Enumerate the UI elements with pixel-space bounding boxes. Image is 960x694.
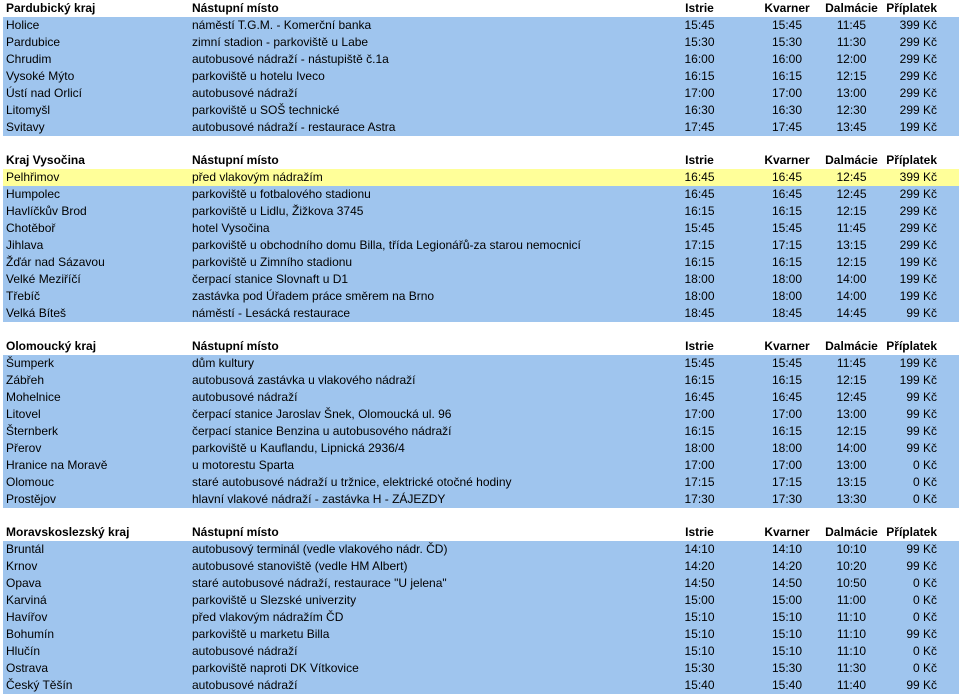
boarding-place: autobusové stanoviště (vedle HM Albert) bbox=[189, 558, 642, 575]
time-kvarner: 14:10 bbox=[757, 541, 817, 558]
time-kvarner: 16:15 bbox=[757, 372, 817, 389]
section-spacer bbox=[3, 322, 959, 338]
time-istrie: 16:45 bbox=[642, 186, 757, 203]
time-dalmacie: 11:10 bbox=[817, 626, 886, 643]
time-kvarner: 15:30 bbox=[757, 660, 817, 677]
boarding-place: autobusové nádraží bbox=[189, 677, 642, 694]
region-header: Kraj Vysočina bbox=[3, 152, 189, 169]
boarding-place: parkoviště u Kauflandu, Lipnická 2936/4 bbox=[189, 440, 642, 457]
table-row bbox=[3, 406, 959, 423]
time-kvarner: 15:00 bbox=[757, 592, 817, 609]
column-header-priplatek: Příplatek bbox=[886, 524, 959, 541]
boarding-place: parkoviště u fotbalového stadionu bbox=[189, 186, 642, 203]
table-row bbox=[3, 677, 959, 694]
time-kvarner: 16:00 bbox=[757, 51, 817, 68]
boarding-place: čerpací stanice Benzina u autobusového nádraží bbox=[189, 423, 642, 440]
region-name: Ostrava bbox=[3, 660, 189, 677]
surcharge: 299 Kč bbox=[886, 220, 959, 237]
time-dalmacie: 12:15 bbox=[817, 254, 886, 271]
column-header-priplatek: Příplatek bbox=[886, 0, 959, 17]
region-name: Hranice na Moravě bbox=[3, 457, 189, 474]
time-istrie: 15:45 bbox=[642, 17, 757, 34]
table-row bbox=[3, 592, 959, 609]
time-istrie: 18:45 bbox=[642, 305, 757, 322]
boarding-place: autobusové nádraží bbox=[189, 643, 642, 660]
time-kvarner: 15:45 bbox=[757, 220, 817, 237]
surcharge: 0 Kč bbox=[886, 643, 959, 660]
boarding-place: staré autobusové nádraží, restaurace "U jelena" bbox=[189, 575, 642, 592]
time-istrie: 17:00 bbox=[642, 457, 757, 474]
time-dalmacie: 11:30 bbox=[817, 660, 886, 677]
surcharge: 0 Kč bbox=[886, 660, 959, 677]
time-dalmacie: 12:45 bbox=[817, 169, 886, 186]
table-row bbox=[3, 271, 959, 288]
column-header-priplatek: Příplatek bbox=[886, 152, 959, 169]
time-istrie: 15:00 bbox=[642, 592, 757, 609]
table-row bbox=[3, 457, 959, 474]
surcharge: 199 Kč bbox=[886, 372, 959, 389]
time-istrie: 16:15 bbox=[642, 254, 757, 271]
region-header: Pardubický kraj bbox=[3, 0, 189, 17]
table-row bbox=[3, 643, 959, 660]
time-istrie: 17:15 bbox=[642, 237, 757, 254]
region-name: Velké Meziříčí bbox=[3, 271, 189, 288]
time-kvarner: 15:30 bbox=[757, 34, 817, 51]
departure-table-body bbox=[3, 0, 959, 694]
region-name: Krnov bbox=[3, 558, 189, 575]
region-name: Karviná bbox=[3, 592, 189, 609]
table-row bbox=[3, 491, 959, 508]
time-dalmacie: 11:10 bbox=[817, 609, 886, 626]
time-istrie: 16:15 bbox=[642, 68, 757, 85]
region-name: Hlučín bbox=[3, 643, 189, 660]
column-header-istrie: Istrie bbox=[642, 524, 757, 541]
region-name: Olomouc bbox=[3, 474, 189, 491]
table-row bbox=[3, 558, 959, 575]
spacer-cell bbox=[3, 136, 959, 152]
time-kvarner: 18:00 bbox=[757, 271, 817, 288]
time-istrie: 15:10 bbox=[642, 609, 757, 626]
time-kvarner: 16:15 bbox=[757, 68, 817, 85]
region-name: Mohelnice bbox=[3, 389, 189, 406]
time-istrie: 15:30 bbox=[642, 660, 757, 677]
boarding-place: zimní stadion - parkoviště u Labe bbox=[189, 34, 642, 51]
table-row bbox=[3, 474, 959, 491]
time-dalmacie: 11:45 bbox=[817, 17, 886, 34]
time-istrie: 15:10 bbox=[642, 643, 757, 660]
time-istrie: 17:00 bbox=[642, 85, 757, 102]
table-row bbox=[3, 68, 959, 85]
section-spacer bbox=[3, 508, 959, 524]
surcharge: 299 Kč bbox=[886, 203, 959, 220]
region-header: Olomoucký kraj bbox=[3, 338, 189, 355]
time-kvarner: 16:45 bbox=[757, 169, 817, 186]
time-kvarner: 15:40 bbox=[757, 677, 817, 694]
time-kvarner: 16:15 bbox=[757, 254, 817, 271]
boarding-place: hlavní vlakové nádraží - zastávka H - ZÁJEZDY bbox=[189, 491, 642, 508]
time-kvarner: 15:10 bbox=[757, 609, 817, 626]
time-istrie: 15:45 bbox=[642, 355, 757, 372]
boarding-place: autobusové nádraží bbox=[189, 85, 642, 102]
time-dalmacie: 10:20 bbox=[817, 558, 886, 575]
region-name: Havlíčkův Brod bbox=[3, 203, 189, 220]
time-kvarner: 16:45 bbox=[757, 389, 817, 406]
region-header: Moravskoslezský kraj bbox=[3, 524, 189, 541]
surcharge: 399 Kč bbox=[886, 169, 959, 186]
column-header-dalmacie: Dalmácie bbox=[817, 152, 886, 169]
boarding-place: autobusové nádraží bbox=[189, 389, 642, 406]
table-row bbox=[3, 220, 959, 237]
region-name: Žďár nad Sázavou bbox=[3, 254, 189, 271]
region-name: Humpolec bbox=[3, 186, 189, 203]
table-row bbox=[3, 660, 959, 677]
boarding-place: parkoviště u Zimního stadionu bbox=[189, 254, 642, 271]
region-name: Litomyšl bbox=[3, 102, 189, 119]
table-row bbox=[3, 203, 959, 220]
surcharge: 99 Kč bbox=[886, 305, 959, 322]
boarding-place: čerpací stanice Jaroslav Šnek, Olomoucká ul. 96 bbox=[189, 406, 642, 423]
time-dalmacie: 13:15 bbox=[817, 237, 886, 254]
surcharge: 299 Kč bbox=[886, 68, 959, 85]
time-istrie: 16:15 bbox=[642, 423, 757, 440]
boarding-place: autobusový terminál (vedle vlakového nádr. ČD) bbox=[189, 541, 642, 558]
region-name: Přerov bbox=[3, 440, 189, 457]
time-kvarner: 17:00 bbox=[757, 457, 817, 474]
table-row bbox=[3, 254, 959, 271]
time-kvarner: 16:30 bbox=[757, 102, 817, 119]
time-kvarner: 15:45 bbox=[757, 355, 817, 372]
table-row bbox=[3, 169, 959, 186]
region-name: Ústí nad Orlicí bbox=[3, 85, 189, 102]
time-kvarner: 18:00 bbox=[757, 288, 817, 305]
surcharge: 99 Kč bbox=[886, 389, 959, 406]
table-row bbox=[3, 372, 959, 389]
time-dalmacie: 12:30 bbox=[817, 102, 886, 119]
region-name: Jihlava bbox=[3, 237, 189, 254]
time-istrie: 15:10 bbox=[642, 626, 757, 643]
time-istrie: 14:50 bbox=[642, 575, 757, 592]
time-istrie: 14:20 bbox=[642, 558, 757, 575]
column-header-dalmacie: Dalmácie bbox=[817, 338, 886, 355]
time-dalmacie: 13:45 bbox=[817, 119, 886, 136]
surcharge: 199 Kč bbox=[886, 271, 959, 288]
time-istrie: 16:15 bbox=[642, 372, 757, 389]
table-row bbox=[3, 626, 959, 643]
column-header-place: Nástupní místo bbox=[189, 524, 642, 541]
region-name: Holice bbox=[3, 17, 189, 34]
time-dalmacie: 10:50 bbox=[817, 575, 886, 592]
region-name: Opava bbox=[3, 575, 189, 592]
boarding-place: parkoviště u hotelu Iveco bbox=[189, 68, 642, 85]
boarding-place: před vlakovým nádražím ČD bbox=[189, 609, 642, 626]
region-name: Zábřeh bbox=[3, 372, 189, 389]
time-kvarner: 17:30 bbox=[757, 491, 817, 508]
time-dalmacie: 12:00 bbox=[817, 51, 886, 68]
region-name: Bohumín bbox=[3, 626, 189, 643]
boarding-place: autobusové nádraží - nástupiště č.1a bbox=[189, 51, 642, 68]
time-kvarner: 15:10 bbox=[757, 643, 817, 660]
boarding-place: parkoviště u Slezské univerzity bbox=[189, 592, 642, 609]
table-row bbox=[3, 34, 959, 51]
region-name: Havířov bbox=[3, 609, 189, 626]
region-name: Pardubice bbox=[3, 34, 189, 51]
time-dalmacie: 11:30 bbox=[817, 34, 886, 51]
time-istrie: 14:10 bbox=[642, 541, 757, 558]
region-name: Chrudim bbox=[3, 51, 189, 68]
column-header-place: Nástupní místo bbox=[189, 0, 642, 17]
time-istrie: 18:00 bbox=[642, 440, 757, 457]
time-kvarner: 15:10 bbox=[757, 626, 817, 643]
time-dalmacie: 12:45 bbox=[817, 389, 886, 406]
surcharge: 199 Kč bbox=[886, 355, 959, 372]
time-dalmacie: 12:15 bbox=[817, 372, 886, 389]
time-istrie: 15:40 bbox=[642, 677, 757, 694]
table-row bbox=[3, 119, 959, 136]
time-dalmacie: 11:45 bbox=[817, 355, 886, 372]
region-name: Prostějov bbox=[3, 491, 189, 508]
spacer-cell bbox=[3, 322, 959, 338]
time-kvarner: 17:15 bbox=[757, 237, 817, 254]
column-header-kvarner: Kvarner bbox=[757, 524, 817, 541]
time-dalmacie: 12:15 bbox=[817, 423, 886, 440]
surcharge: 299 Kč bbox=[886, 102, 959, 119]
boarding-place: dům kultury bbox=[189, 355, 642, 372]
time-dalmacie: 11:45 bbox=[817, 220, 886, 237]
table-row bbox=[3, 186, 959, 203]
region-name: Šternberk bbox=[3, 423, 189, 440]
section-header-row bbox=[3, 0, 959, 17]
surcharge: 299 Kč bbox=[886, 34, 959, 51]
surcharge: 0 Kč bbox=[886, 491, 959, 508]
spacer-cell bbox=[3, 508, 959, 524]
boarding-place: parkoviště naproti DK Vítkovice bbox=[189, 660, 642, 677]
time-kvarner: 17:00 bbox=[757, 406, 817, 423]
region-name: Bruntál bbox=[3, 541, 189, 558]
region-name: Třebíč bbox=[3, 288, 189, 305]
time-istrie: 16:30 bbox=[642, 102, 757, 119]
section-header-row bbox=[3, 524, 959, 541]
surcharge: 99 Kč bbox=[886, 677, 959, 694]
time-kvarner: 18:00 bbox=[757, 440, 817, 457]
table-row bbox=[3, 575, 959, 592]
time-istrie: 17:00 bbox=[642, 406, 757, 423]
surcharge: 299 Kč bbox=[886, 85, 959, 102]
time-istrie: 16:00 bbox=[642, 51, 757, 68]
section-header-row bbox=[3, 152, 959, 169]
column-header-kvarner: Kvarner bbox=[757, 338, 817, 355]
table-row bbox=[3, 288, 959, 305]
column-header-kvarner: Kvarner bbox=[757, 0, 817, 17]
time-kvarner: 16:15 bbox=[757, 203, 817, 220]
time-istrie: 16:45 bbox=[642, 389, 757, 406]
boarding-place: u motorestu Sparta bbox=[189, 457, 642, 474]
time-dalmacie: 12:45 bbox=[817, 186, 886, 203]
boarding-place: parkoviště u marketu Billa bbox=[189, 626, 642, 643]
time-kvarner: 17:15 bbox=[757, 474, 817, 491]
surcharge: 0 Kč bbox=[886, 609, 959, 626]
time-istrie: 17:30 bbox=[642, 491, 757, 508]
section-spacer bbox=[3, 136, 959, 152]
time-dalmacie: 13:30 bbox=[817, 491, 886, 508]
surcharge: 399 Kč bbox=[886, 17, 959, 34]
time-kvarner: 16:45 bbox=[757, 186, 817, 203]
region-name: Pelhřimov bbox=[3, 169, 189, 186]
table-row bbox=[3, 423, 959, 440]
table-row bbox=[3, 355, 959, 372]
time-istrie: 15:30 bbox=[642, 34, 757, 51]
time-dalmacie: 11:40 bbox=[817, 677, 886, 694]
surcharge: 299 Kč bbox=[886, 51, 959, 68]
column-header-istrie: Istrie bbox=[642, 152, 757, 169]
time-dalmacie: 14:45 bbox=[817, 305, 886, 322]
table-row bbox=[3, 389, 959, 406]
column-header-dalmacie: Dalmácie bbox=[817, 0, 886, 17]
boarding-place: staré autobusové nádraží u tržnice, elektrické otočné hodiny bbox=[189, 474, 642, 491]
time-istrie: 16:45 bbox=[642, 169, 757, 186]
time-dalmacie: 13:15 bbox=[817, 474, 886, 491]
time-dalmacie: 10:10 bbox=[817, 541, 886, 558]
surcharge: 0 Kč bbox=[886, 575, 959, 592]
surcharge: 99 Kč bbox=[886, 626, 959, 643]
time-istrie: 17:15 bbox=[642, 474, 757, 491]
table-row bbox=[3, 85, 959, 102]
surcharge: 299 Kč bbox=[886, 186, 959, 203]
region-name: Vysoké Mýto bbox=[3, 68, 189, 85]
boarding-place: autobusové nádraží - restaurace Astra bbox=[189, 119, 642, 136]
time-dalmacie: 14:00 bbox=[817, 440, 886, 457]
section-header-row bbox=[3, 338, 959, 355]
surcharge: 199 Kč bbox=[886, 288, 959, 305]
time-dalmacie: 13:00 bbox=[817, 406, 886, 423]
boarding-place: náměstí T.G.M. - Komerční banka bbox=[189, 17, 642, 34]
table-row bbox=[3, 305, 959, 322]
time-kvarner: 14:50 bbox=[757, 575, 817, 592]
surcharge: 0 Kč bbox=[886, 592, 959, 609]
time-kvarner: 14:20 bbox=[757, 558, 817, 575]
column-header-istrie: Istrie bbox=[642, 338, 757, 355]
surcharge: 99 Kč bbox=[886, 406, 959, 423]
boarding-place: hotel Vysočina bbox=[189, 220, 642, 237]
surcharge: 199 Kč bbox=[886, 254, 959, 271]
time-istrie: 15:45 bbox=[642, 220, 757, 237]
column-header-place: Nástupní místo bbox=[189, 152, 642, 169]
region-name: Litovel bbox=[3, 406, 189, 423]
region-name: Chotěboř bbox=[3, 220, 189, 237]
time-dalmacie: 11:00 bbox=[817, 592, 886, 609]
time-dalmacie: 14:00 bbox=[817, 288, 886, 305]
boarding-place: parkoviště u obchodního domu Billa, třída Legionářů-za starou nemocnicí bbox=[189, 237, 642, 254]
table-row bbox=[3, 541, 959, 558]
time-kvarner: 17:45 bbox=[757, 119, 817, 136]
column-header-kvarner: Kvarner bbox=[757, 152, 817, 169]
surcharge: 99 Kč bbox=[886, 541, 959, 558]
boarding-place: čerpací stanice Slovnaft u D1 bbox=[189, 271, 642, 288]
time-kvarner: 16:15 bbox=[757, 423, 817, 440]
time-istrie: 16:15 bbox=[642, 203, 757, 220]
column-header-dalmacie: Dalmácie bbox=[817, 524, 886, 541]
time-kvarner: 17:00 bbox=[757, 85, 817, 102]
boarding-place: náměstí - Lesácká restaurace bbox=[189, 305, 642, 322]
surcharge: 199 Kč bbox=[886, 119, 959, 136]
time-kvarner: 18:45 bbox=[757, 305, 817, 322]
region-name: Šumperk bbox=[3, 355, 189, 372]
time-dalmacie: 12:15 bbox=[817, 68, 886, 85]
boarding-place: zastávka pod Úřadem práce směrem na Brno bbox=[189, 288, 642, 305]
time-istrie: 18:00 bbox=[642, 271, 757, 288]
table-row bbox=[3, 17, 959, 34]
column-header-priplatek: Příplatek bbox=[886, 338, 959, 355]
surcharge: 0 Kč bbox=[886, 457, 959, 474]
boarding-place: před vlakovým nádražím bbox=[189, 169, 642, 186]
region-name: Velká Bíteš bbox=[3, 305, 189, 322]
boarding-place: parkoviště u SOŠ technické bbox=[189, 102, 642, 119]
departure-table bbox=[3, 0, 959, 694]
table-row bbox=[3, 102, 959, 119]
time-dalmacie: 13:00 bbox=[817, 457, 886, 474]
region-name: Svitavy bbox=[3, 119, 189, 136]
surcharge: 0 Kč bbox=[886, 474, 959, 491]
table-row bbox=[3, 237, 959, 254]
surcharge: 99 Kč bbox=[886, 440, 959, 457]
surcharge: 99 Kč bbox=[886, 558, 959, 575]
column-header-place: Nástupní místo bbox=[189, 338, 642, 355]
time-dalmacie: 12:15 bbox=[817, 203, 886, 220]
surcharge: 99 Kč bbox=[886, 423, 959, 440]
time-istrie: 18:00 bbox=[642, 288, 757, 305]
table-row bbox=[3, 440, 959, 457]
boarding-place: autobusová zastávka u vlakového nádraží bbox=[189, 372, 642, 389]
time-kvarner: 15:45 bbox=[757, 17, 817, 34]
surcharge: 299 Kč bbox=[886, 237, 959, 254]
time-dalmacie: 13:00 bbox=[817, 85, 886, 102]
time-dalmacie: 11:10 bbox=[817, 643, 886, 660]
time-dalmacie: 14:00 bbox=[817, 271, 886, 288]
boarding-place: parkoviště u Lidlu, Žižkova 3745 bbox=[189, 203, 642, 220]
table-row bbox=[3, 51, 959, 68]
table-row bbox=[3, 609, 959, 626]
region-name: Český Těšín bbox=[3, 677, 189, 694]
column-header-istrie: Istrie bbox=[642, 0, 757, 17]
time-istrie: 17:45 bbox=[642, 119, 757, 136]
